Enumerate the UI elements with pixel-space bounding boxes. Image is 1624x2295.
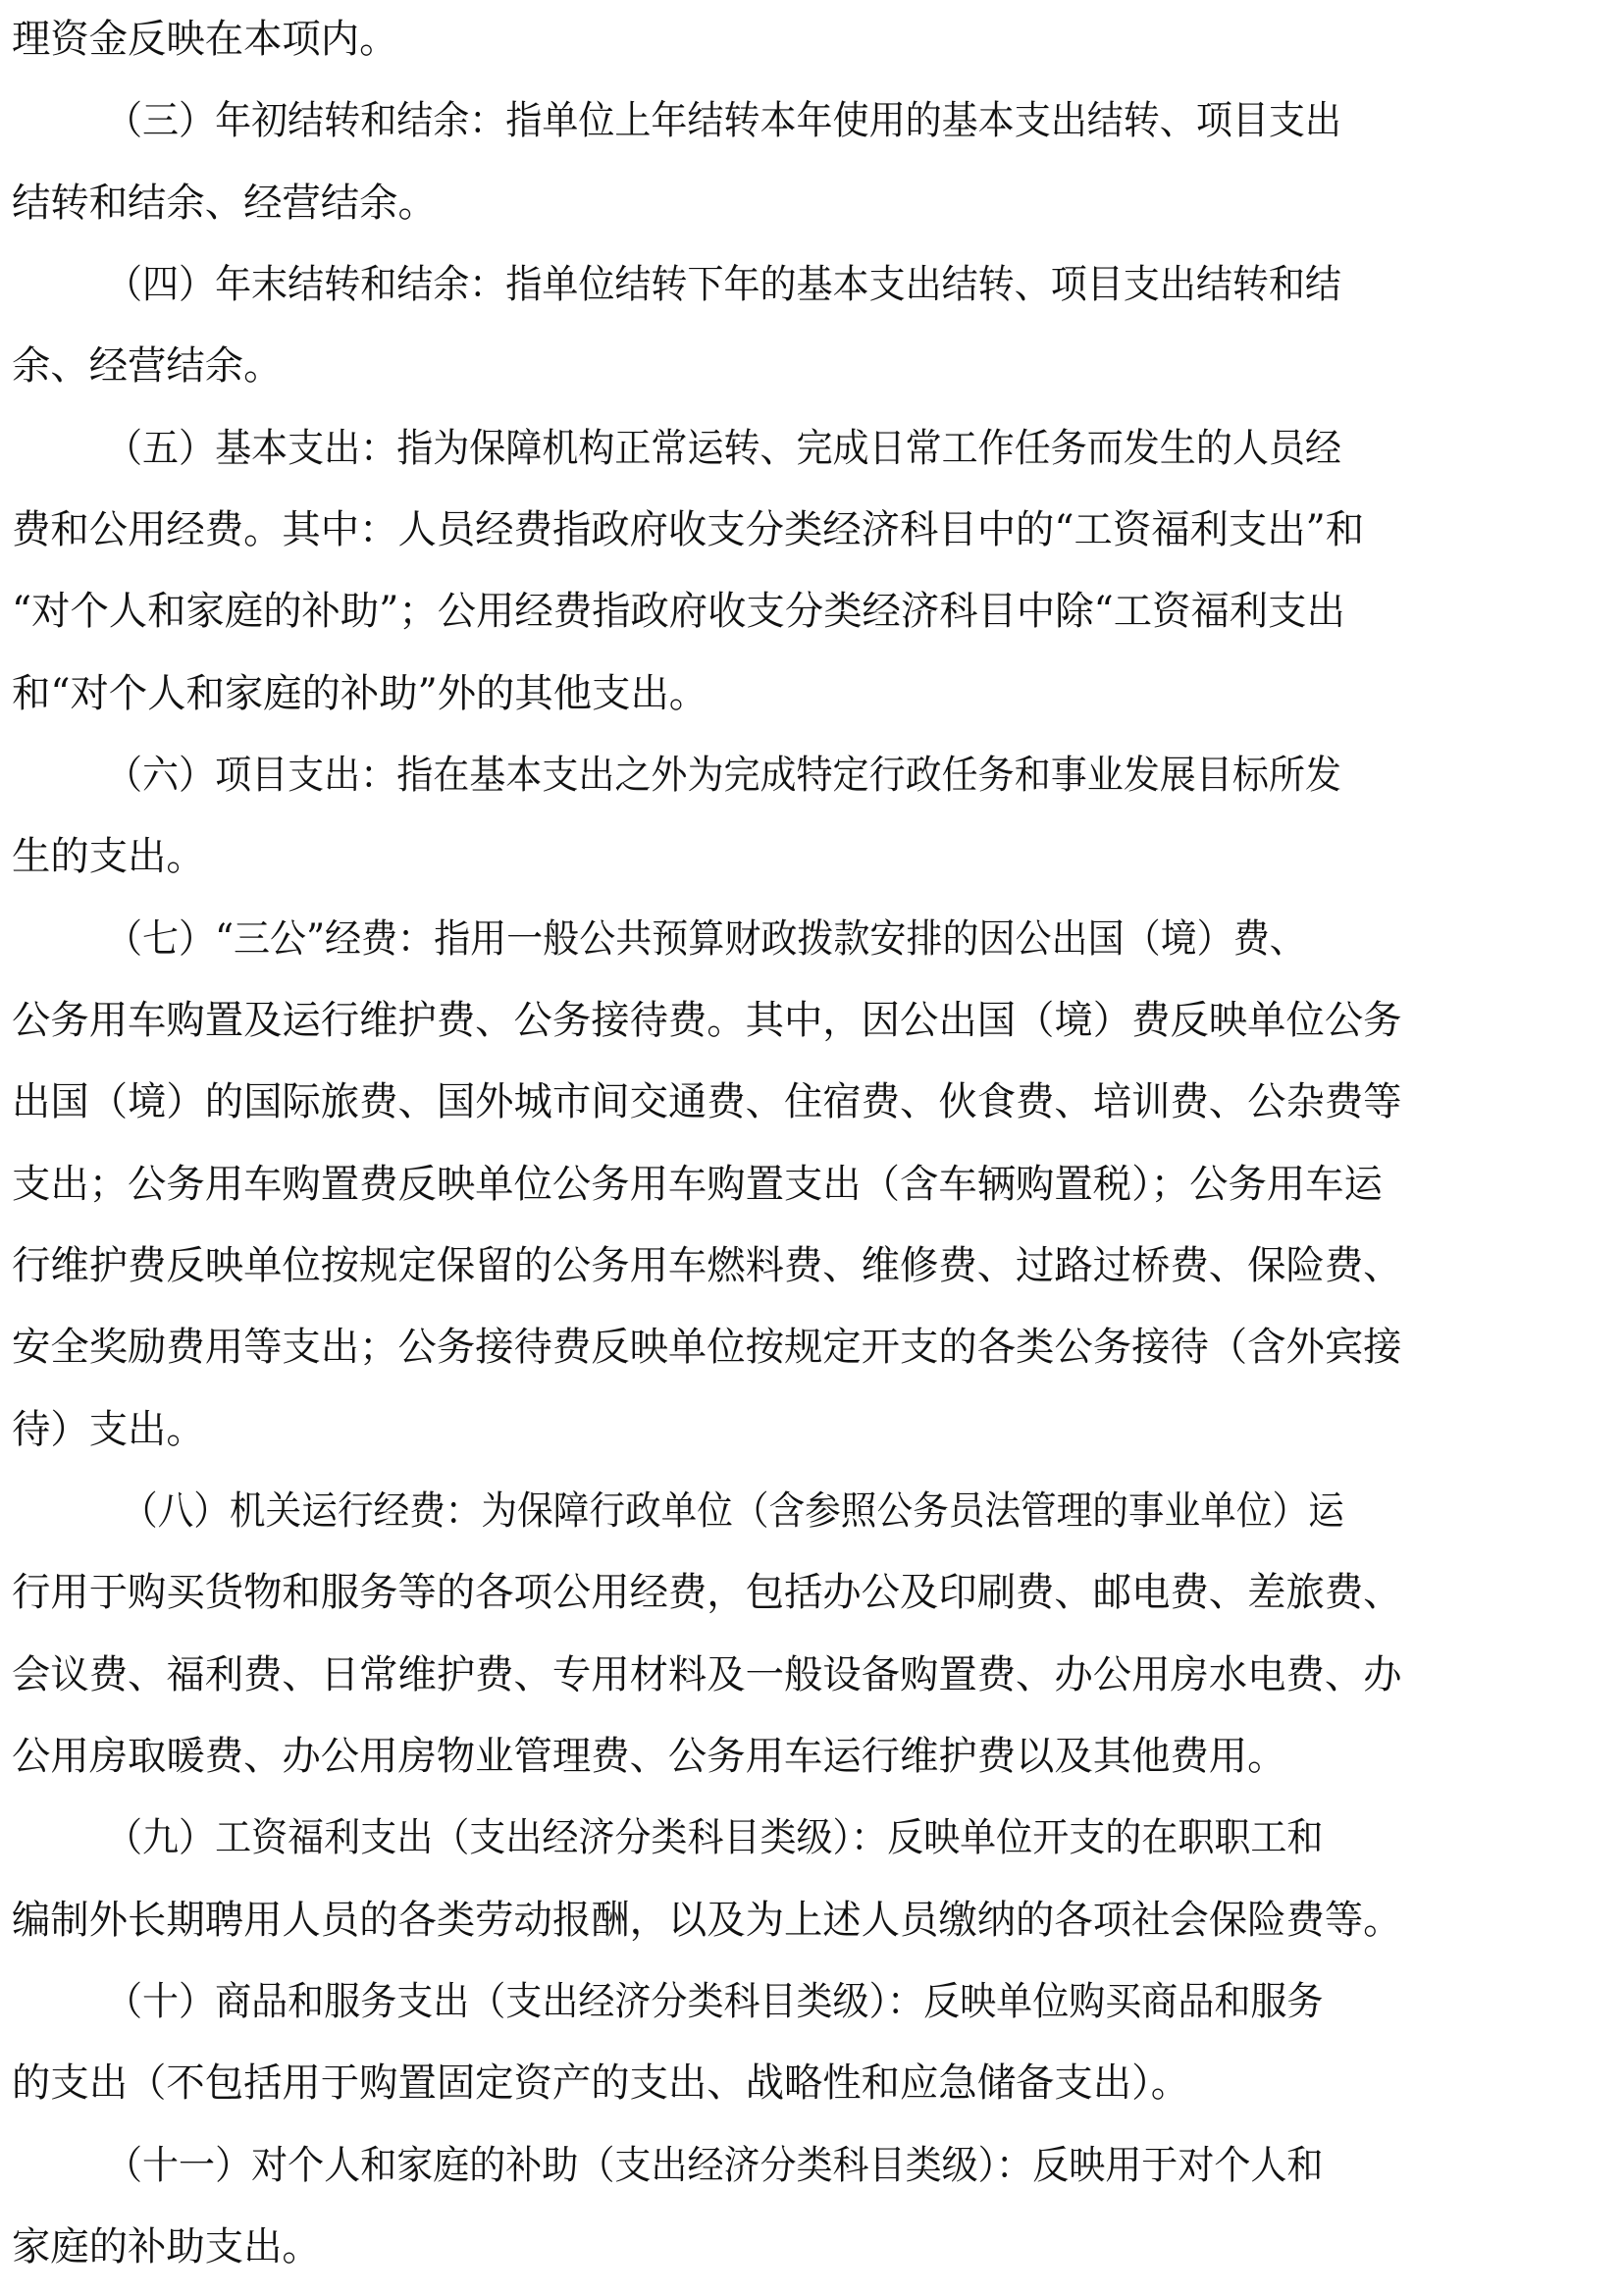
text-line: （三）年初结转和结余：指单位上年结转本年使用的基本支出结转、项目支出 bbox=[106, 98, 1341, 143]
text-line: （六）项目支出：指在基本支出之外为完成特定行政任务和事业发展目标所发 bbox=[106, 753, 1341, 798]
text-line: 支出；公务用车购置费反映单位公务用车购置支出（含车辆购置税）；公务用车运 bbox=[12, 1162, 1383, 1207]
text-line: （十）商品和服务支出（支出经济分类科目类级）：反映单位购买商品和服务 bbox=[106, 1979, 1324, 2024]
text-line: 费和公用经费。其中：人员经费指政府收支分类经济科目中的“工资福利支出”和 bbox=[12, 507, 1365, 552]
text-line: 安全奖励费用等支出；公务接待费反映单位按规定开支的各类公务接待（含外宾接 bbox=[12, 1325, 1402, 1370]
text-line: （八）机关运行经费：为保障行政单位（含参照公务员法管理的事业单位）运 bbox=[122, 1488, 1344, 1534]
text-line: 公用房取暖费、办公用房物业管理费、公务用车运行维护费以及其他费用。 bbox=[12, 1734, 1286, 1779]
text-line: （十一）对个人和家庭的补助（支出经济分类科目类级）：反映用于对个人和 bbox=[106, 2143, 1324, 2188]
text-line: 和“对个人和家庭的补助”外的其他支出。 bbox=[12, 671, 708, 716]
text-line: “对个人和家庭的补助”；公用经费指政府收支分类经济科目中除“工资福利支出 bbox=[12, 589, 1345, 634]
text-line: 生的支出。 bbox=[12, 834, 205, 879]
text-line: 理资金反映在本项内。 bbox=[12, 17, 398, 62]
text-line: 结转和结余、经营结余。 bbox=[12, 181, 437, 226]
text-line: 行维护费反映单位按规定保留的公务用车燃料费、维修费、过路过桥费、保险费、 bbox=[12, 1243, 1402, 1288]
text-line: （七）“三公”经费：指用一般公共预算财政拨款安排的因公出国（境）费、 bbox=[106, 916, 1306, 962]
text-line: 编制外长期聘用人员的各类劳动报酬，以及为上述人员缴纳的各项社会保险费等。 bbox=[12, 1898, 1402, 1943]
text-line: 行用于购买货物和服务等的各项公用经费，包括办公及印刷费、邮电费、差旅费、 bbox=[12, 1570, 1402, 1615]
text-line: 公务用车购置及运行维护费、公务接待费。其中，因公出国（境）费反映单位公务 bbox=[12, 998, 1402, 1043]
text-line: （九）工资福利支出（支出经济分类科目类级）：反映单位开支的在职职工和 bbox=[106, 1815, 1324, 1860]
text-line: 出国（境）的国际旅费、国外城市间交通费、住宿费、伙食费、培训费、公杂费等 bbox=[12, 1079, 1402, 1124]
text-line: 待）支出。 bbox=[12, 1407, 205, 1452]
text-line: 余、经营结余。 bbox=[12, 343, 283, 389]
text-line: （四）年末结转和结余：指单位结转下年的基本支出结转、项目支出结转和结 bbox=[106, 262, 1341, 307]
text-line: 家庭的补助支出。 bbox=[12, 2224, 321, 2269]
text-line: 的支出（不包括用于购置固定资产的支出、战略性和应急储备支出）。 bbox=[12, 2060, 1190, 2106]
text-line: （五）基本支出：指为保障机构正常运转、完成日常工作任务而发生的人员经 bbox=[106, 426, 1341, 471]
text-line: 会议费、福利费、日常维护费、专用材料及一般设备购置费、办公用房水电费、办 bbox=[12, 1652, 1402, 1697]
